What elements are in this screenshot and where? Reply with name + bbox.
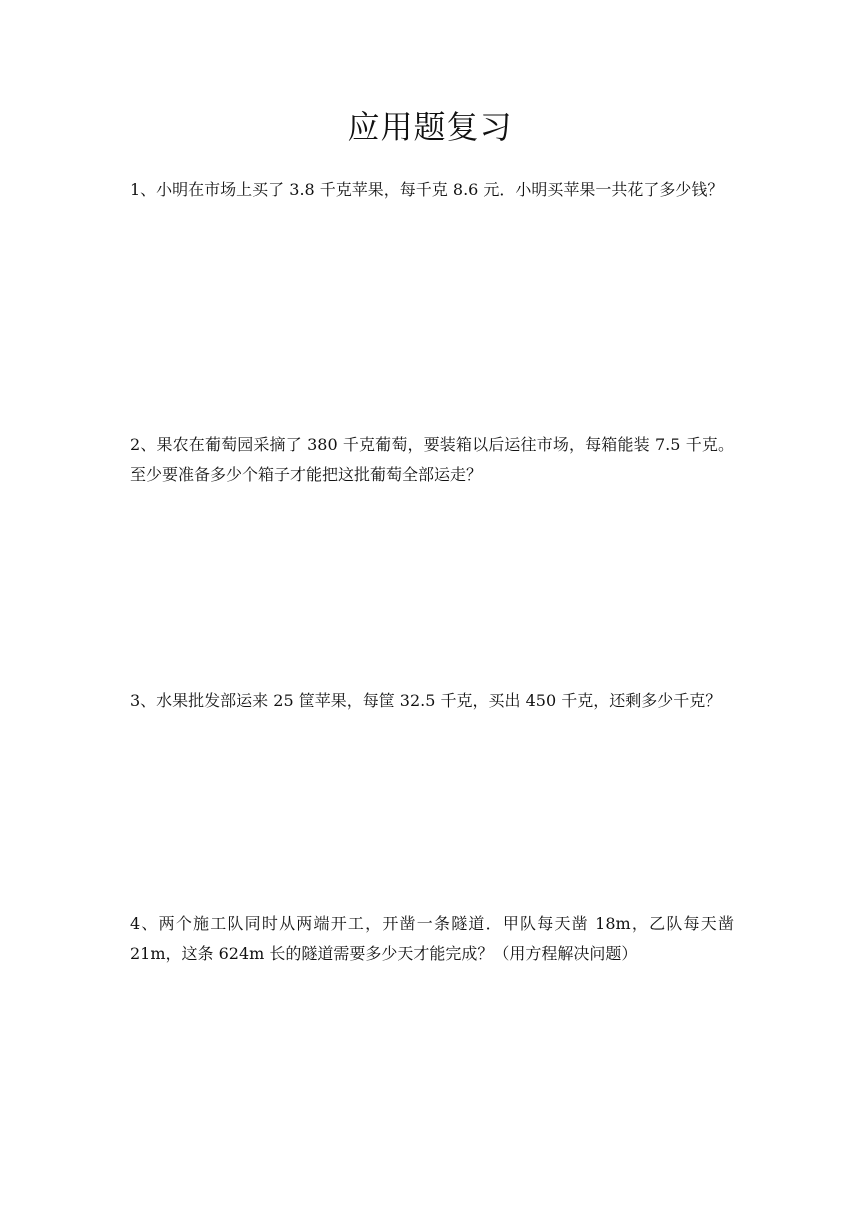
question-3: 3、水果批发部运来 25 筐苹果，每筐 32.5 千克，买出 450 千克，还剩多少千克？ — [130, 691, 722, 710]
answer-space-3 — [130, 720, 734, 900]
question-4: 4、两个施工队同时从两端开工，开凿一条隧道．甲队每天凿 18m，乙队每天凿 21m，这条 624m 长的隧道需要多少天才能完成？（用方程解决问题） — [130, 914, 734, 963]
question-1: 1、小明在市场上买了 3.8 千克苹果，每千克 8.6 元．小明买苹果一共花了多少钱？ — [130, 180, 724, 199]
answer-space-1 — [130, 240, 734, 420]
question-2: 2、果农在葡萄园采摘了 380 千克葡萄，要装箱以后运往市场，每箱能装 7.5 千克。至少要准备多少个箱子才能把这批葡萄全部运走？ — [130, 435, 734, 484]
page-title: 应用题复习 — [347, 108, 513, 146]
answer-space-4 — [130, 975, 734, 1175]
answer-space-2 — [130, 495, 734, 675]
